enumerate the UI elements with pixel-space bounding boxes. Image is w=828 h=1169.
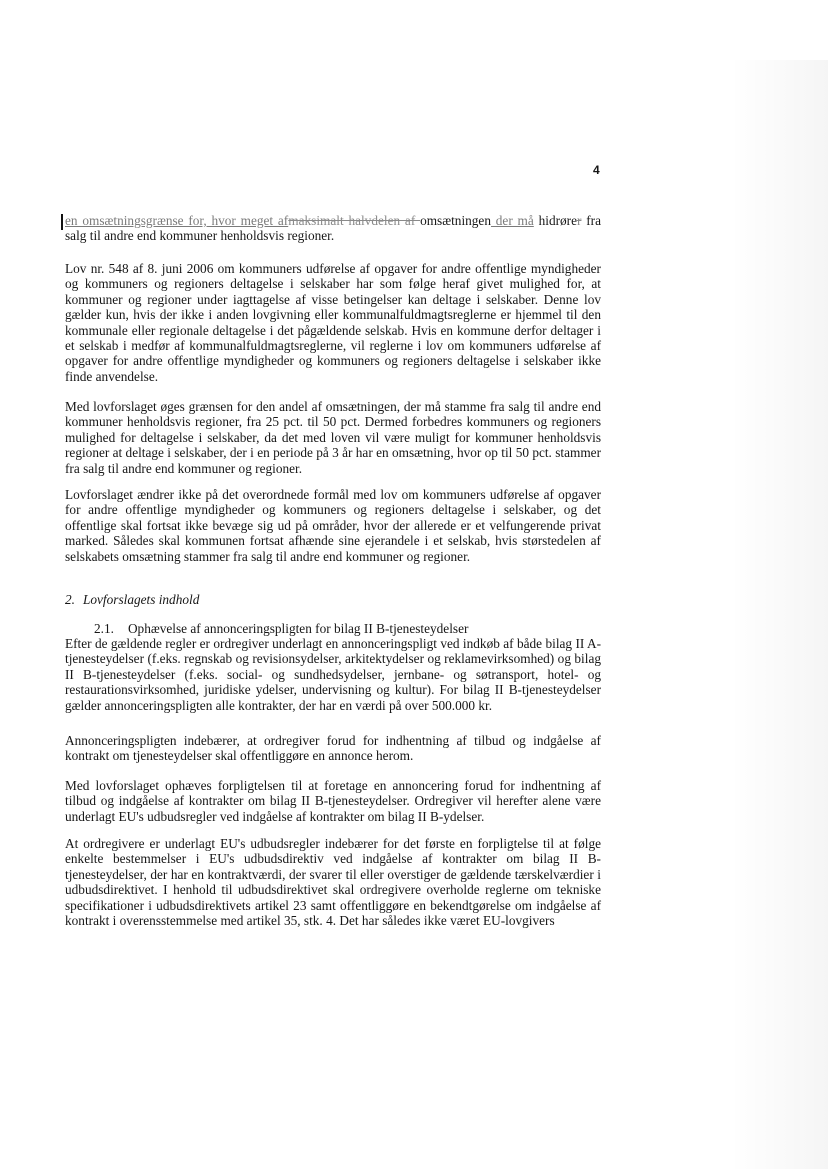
paragraph-eu-rules: At ordregivere er underlagt EU's udbudsregler indebærer for det første en forpligtelse til at følge enkelte bestemmelser i EU's udbudsdirektiv ved indgåelse af kontrakter om bilag II B-tjenesteydelser, der har en kontraktværdi, der svarer til eller overstiger de gældende tærskelværdier i udbudsdirektivet. I henhold til udbudsdirektivet skal ordregivere overholde reglerne om tekniske specifikationer i udbudsdirektivets artikel 23 samt offentliggøre en bekendtgørelse om indgåelse af kontrakt i overensstemmelse med artikel 35, stk. 4. Det har således ikke været EU-lovgivers xyxy=(65,836,601,929)
section-title: Lovforslagets indhold xyxy=(82,592,200,607)
body-text: omsætningen xyxy=(420,213,491,228)
deleted-text: maksimalt halvdelen af xyxy=(288,213,421,228)
body-text: fra salg til andre end kommuner henholdsvis regioner. xyxy=(65,213,602,244)
paragraph-purpose: Lovforslaget ændrer ikke på det overordnede formål med lov om kommuners udførelse af opgaver for andre offentlige myndigheder og kommuners og regioners deltagelse i selskaber, og det offentlige skal fortsat ikke bevæge sig ud på områder, hvor der allerede er et velfungerende privat marked. Således skal kommunen fortsat afhænde sine ejerandele i et selskab, hvis størstedelen af selskabets omsætning stammer fra salg til andre end kommuner og regioner. xyxy=(65,487,601,564)
paragraph-threshold: Med lovforslaget øges grænsen for den andel af omsætningen, der må stamme fra salg til andre end kommuner henholdsvis regioner, fra 25 pct. til 50 pct. Dermed forbedres kommuners og regioners mulighed for deltagelse i selskaber, da det med loven vil være muligt for kommuner henholdsvis regioner at deltage i selskaber, der i en periode på 3 år har en omsætning, hvor op til 50 pct. stammer fra salg til andre end kommuner og regioner. xyxy=(65,399,601,476)
paragraph-announcement-duty: Annonceringspligten indebærer, at ordregiver forud for indhentning af tilbud og indgåelse af kontrakt om tjenesteydelser skal offentliggøre en annonce herom. xyxy=(65,733,601,764)
deleted-text: r xyxy=(577,213,582,228)
revision-change-bar xyxy=(61,214,63,230)
paragraph-repeal: Med lovforslaget ophæves forpligtelsen til at foretage en annoncering forud for indhentning af tilbud og indgåelse af kontrakter om bilag II B-tjenesteydelser. Ordregiver vil herefter alene være underlagt EU's udbudsregler ved indgåelse af kontrakter om bilag II B-ydelser. xyxy=(65,778,601,824)
section-heading xyxy=(65,592,199,608)
subsection-number: 2.1. xyxy=(94,621,114,636)
subsection-title: Ophævelse af annonceringspligten for bilag II B-tjenesteydelser xyxy=(127,621,469,636)
paragraph-current-rules: Efter de gældende regler er ordregiver underlagt en annonceringspligt ved indkøb af både bilag II A-tjenesteydelser (f.eks. regnskab og revisionsydelser, arkitektydelser og reklamevirksomhed) og bilag II B-tjenesteydelser (f.eks. social- og sundhedsydelser, jernbane- og søtransport, hotel- og restaurationsvirksomhed, juridiske ydelser, undervisning og kultur). For bilag II B-tjenesteydelser gælder annonceringspligten alle kontrakter, der har en værdi på over 500.000 kr. xyxy=(65,636,601,713)
paragraph-law-548: Lov nr. 548 af 8. juni 2006 om kommuners udførelse af opgaver for andre offentlige myndigheder og kommuners og regioners deltagelse i selskaber har som følge heraf givet mulighed for, at kommuner og regioner under iagttagelse af visse betingelser kan deltage i selskaber. Denne lov gælder kun, hvis der ikke i anden lovgivning eller kommunalfuldmagtsreglerne er hjemmel til den kommunale eller regionale deltagelse i det pågældende selskab. Hvis en kommune derfor deltager i et selskab i medfør af kommunalfuldmagtsreglerne, vil reglerne i lov om kommuners udførelse af opgaver for andre offentlige myndigheder og kommuners og regioners deltagelse i selskaber ikke finde anvendelse. xyxy=(65,261,601,384)
scan-shadow xyxy=(730,60,828,1169)
inserted-text: der må xyxy=(490,213,534,228)
subsection-heading xyxy=(94,621,468,637)
body-text: hidrøre xyxy=(533,213,578,228)
page-number: 4 xyxy=(593,163,600,177)
section-number: 2. xyxy=(65,592,75,607)
paragraph-tracked-changes xyxy=(65,213,601,244)
inserted-text: en omsætningsgrænse for, hvor meget af xyxy=(65,213,289,228)
